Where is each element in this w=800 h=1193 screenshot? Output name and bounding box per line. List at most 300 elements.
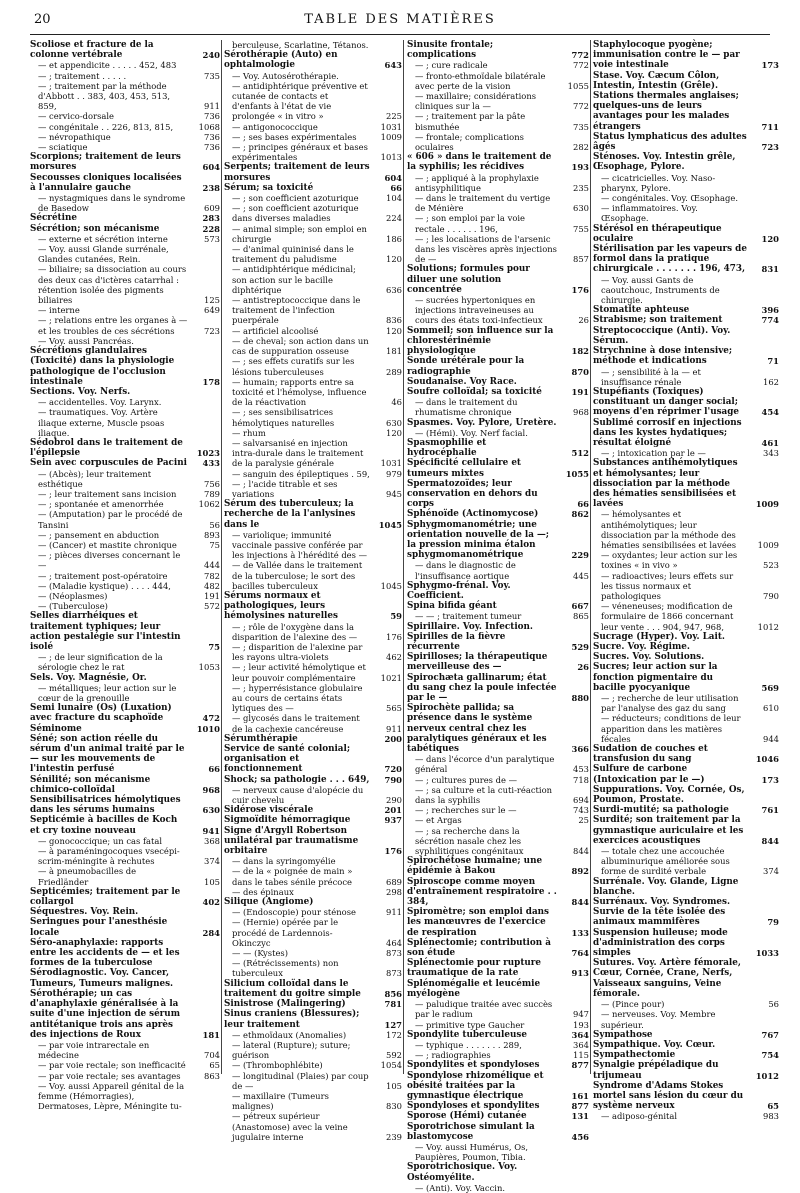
index-entry-page: 229 [571,550,589,561]
index-entry [30,1060,220,1070]
index-entry-page: 182 [571,346,589,357]
index-entry [407,632,589,652]
index-entry-term: — (Cancer) et mastite chronique [38,539,177,550]
index-entry-page: 56 [209,519,220,530]
index-entry-term: Sinistrose (Malingering) [224,999,346,1010]
index-entry-term: — oxydantes; leur action sur les toxines « in vivo » [601,550,738,571]
index-entry [224,887,402,897]
index-entry-term: — nerveuses. Voy. Membre supérieur. [601,1009,716,1030]
index-entry-page: 239 [386,1131,402,1142]
index-entry-term: Sporotrichosique. Voy. Ostéomyélite. [407,1162,518,1183]
index-entry [30,122,220,132]
index-entry [224,734,402,744]
index-entry-term: Spirilles de la fièvre récurrente [407,631,506,652]
index-entry [224,122,402,132]
index-entry-page: 877 [571,1101,589,1112]
index-entry-page: 870 [571,366,589,377]
index-entry-page: 1009 [755,499,779,510]
index-entry-term: — totale chez une accouchée albuminurique améliorée sous forme de surdité verbale [601,846,730,877]
index-entry-term: — inflammatoires. Voy. Œsophage. [601,203,698,224]
index-entry-term: Sporotrichose simulant la blastomycose [407,1121,535,1142]
index-entry-page: 65 [767,1101,779,1112]
index-entry-page: 1055 [565,468,589,479]
index-entry [30,846,220,866]
index-entry-term: — antistreptococcique dans le traitement de l'infection puerpérale [232,295,361,326]
index-entry-page: 343 [763,448,779,459]
index-entry-page: 718 [573,774,589,785]
index-entry-term: — antidiphtérique préventive et cutanée de contacts et d'enfants à l'état de vie prolongée « in vitro » [232,80,368,122]
index-entry-page: 764 [571,948,589,959]
index-entry [593,877,779,897]
index-entry [407,152,589,172]
index-entry-page: 79 [767,917,779,928]
index-entry-term: — ; de leur signification de la sérologie chez le rat [38,652,163,673]
index-entry [593,550,779,570]
page-title: TABLE DES MATIÈRES [304,12,496,27]
index-entry [224,71,402,81]
index-entry-term: Splénectomie pour rupture traumatique de la rate [407,958,542,979]
index-entry-page: 754 [761,1050,779,1061]
index-entry [407,703,589,754]
index-entry-term: Silique (Angiome) [224,897,314,908]
index-entry-page: 844 [571,897,589,908]
index-entry [30,336,220,346]
index-entry [224,560,402,591]
index-entry [30,550,220,570]
index-entry [593,91,779,132]
index-entry [593,458,779,509]
index-entry-term: « 606 » dans le traitement de la syphilis; les récidives [407,152,552,173]
index-entry-term: — de cheval; son action dans un cas de suppuration osseuse [232,335,369,357]
index-entry [407,1050,589,1060]
index-entry-term: — sucrées hypertoniques en injections intraveineuses au cours des états toxi-infectieux [415,295,543,326]
index-entry [30,40,220,60]
index-entry-term: — dans le traitement du vertige de Ménière [415,193,551,214]
index-entry-page: 569 [761,682,779,693]
index-entry-page: 453 [573,764,589,775]
index-entry-term: Semi lunaire (Os) (Luxation) avec fracture du scaphoïde [30,703,172,724]
index-entry [224,907,402,917]
index-entry [224,1040,402,1060]
index-entry-page: 366 [571,744,589,755]
index-entry-page: 592 [386,1050,402,1061]
index-entry [407,601,589,611]
index-entry-page: 290 [386,795,402,806]
index-entry-term: Sphénoïde (Actinomycose) [407,509,539,520]
index-entry [30,438,220,458]
index-entry [407,652,589,672]
index-entry [593,662,779,693]
index-entry-term: — congénitale . . 226, 813, 815, [38,121,174,132]
index-entry-page: 761 [761,805,779,816]
column-divider [403,40,404,1074]
index-entry-term: — Voy. aussi Pancréas. [38,335,134,346]
index-entry-page: 968 [573,407,589,418]
index-entry-term: Seringues pour l'anesthésie locale [30,917,168,938]
index-entry-page: 1053 [198,662,220,673]
index-entry [30,132,220,142]
index-entry-term: — (Abcès); leur traitement esthétique [38,468,152,489]
index-entry-term: Sudation de couches et transfusion du sang [593,744,708,765]
index-entry-page: 120 [386,254,402,265]
index-entry-page: 893 [204,529,220,540]
index-entry [593,1060,779,1080]
index-entry [593,224,779,244]
index-entry [407,785,589,805]
index-entry [593,1050,779,1060]
index-entry-term: Sécrétine [30,213,77,224]
index-entry-page: 105 [204,876,220,887]
index-entry-term: — ; rôle de l'oxygène dans la disparition de l'alexine des — [232,621,358,642]
index-entry [224,326,402,336]
index-entry-page: 689 [386,876,402,887]
index-entry-term: — cervico-dorsale [38,111,114,122]
index-entry [224,713,402,733]
index-entry-page: 240 [202,50,220,61]
index-entry-page: 756 [204,478,220,489]
index-entry [593,326,779,346]
index-entry-page: 968 [202,784,220,795]
index-entry [407,1020,589,1030]
index-entry-page: 723 [204,325,220,336]
index-entry-page: 643 [384,60,402,71]
index-entry [593,244,779,275]
index-entry-term: Soufre colloïdal; sa toxicité [407,386,542,397]
index-column-1 [30,40,220,1112]
index-entry-term: — rhum [232,427,266,438]
index-entry [407,1183,589,1193]
index-entry [407,173,589,193]
index-entry-page: 630 [573,203,589,214]
index-entry [30,499,220,509]
index-entry-page: 173 [761,60,779,71]
index-entry-term: — nystagmiques dans le syndrome de Basedow [38,193,186,214]
index-entry-page: 892 [571,866,589,877]
index-entry-page: 772 [573,60,589,71]
index-entry [30,111,220,121]
index-entry-term: — ; pièces diverses concernant le — [38,550,181,571]
index-entry-term: — ; hyperrésistance globulaire au cours de certains états lytiques des — [232,682,363,714]
index-entry-page: 120 [761,233,779,244]
index-entry [407,1060,589,1070]
index-entry [224,591,402,622]
index-entry [224,1111,402,1142]
index-entry-term: — et Argas [415,815,462,826]
index-entry-term: Sublimé corrosif en injections dans les kystes hydatiques; résultat éloigné [593,417,742,448]
index-entry-page: 736 [204,111,220,122]
index-entry [224,530,402,561]
index-entry [224,805,402,815]
index-entry [593,193,779,203]
index-entry-term: — sciatique [38,142,88,153]
index-entry [593,132,779,152]
index-entry-page: 176 [386,631,402,642]
index-entry-page: 1062 [198,499,220,510]
index-entry-page: 944 [763,733,779,744]
index-entry [407,938,589,958]
index-entry [593,815,779,846]
index-entry-term: — radioactives; leurs effets sur les tissus normaux et pathologiques [601,570,734,601]
index-entry-term: Spermatozoïdes; leur conservation en dehors du corps [407,478,538,510]
index-entry-term: — (Hémi). Voy. Nerf facial. [415,427,528,438]
index-entry-page: 781 [384,999,402,1010]
index-entry-term: — ; son coefficient azoturique dans diverses maladies [232,203,359,224]
index-entry-term: Sérodiagnostic. Voy. Cancer, Tumeurs, Tumeurs malignes. [30,968,174,989]
index-entry [30,836,220,846]
index-entry-page: 374 [763,866,779,877]
index-entry [407,71,589,91]
index-entry-page: 945 [386,488,402,499]
index-entry [407,438,589,458]
index-entry-page: 667 [571,601,589,612]
index-entry-page: 181 [202,1029,220,1040]
index-entry-term: — Voy. aussi Gants de caoutchouc, Instruments de chirurgie. [601,274,720,306]
index-entry [593,928,779,959]
index-entry [593,632,779,642]
index-entry-page: 856 [384,988,402,999]
index-entry [593,346,779,366]
index-entry-page: 911 [386,907,402,918]
index-entry-term: Sonde urétérale pour la radiographie [407,356,525,377]
index-entry [407,1030,589,1040]
index-entry-term: Sécrétion; son mécanisme [30,223,160,234]
index-entry [593,203,779,223]
index-entry [593,999,779,1009]
index-entry-page: 402 [202,897,220,908]
index-entry-term: — ; traitement par la pâte bismuthée [415,111,526,132]
index-entry [593,367,779,387]
index-entry-page: 755 [573,223,589,234]
index-entry [224,336,402,356]
index-entry-page: 911 [204,101,220,112]
index-column-2 [224,40,402,1142]
index-entry-page: 711 [761,121,779,132]
index-entry-term: Septicémie à bacilles de Koch et cry toxine nouveau [30,815,178,836]
index-entry-page: 454 [761,407,779,418]
index-entry-term: — ; sa recherche dans la sécrétion nasale chez les syphilitiques congénitaux [415,825,524,857]
index-entry-term: — ; son emploi par la voie rectale . . . . . . 196, [415,213,525,234]
index-entry-page: 789 [204,488,220,499]
index-entry-page: 1023 [196,448,220,459]
index-entry [30,244,220,264]
index-entry-term: Spondyloses et spondylites [407,1101,540,1112]
index-entry-term: Sucre. Voy. Régime. [593,641,690,652]
index-entry-page: 133 [571,927,589,938]
index-entry [224,193,402,203]
index-entry-page: 224 [386,213,402,224]
index-entry-page: 830 [386,1101,402,1112]
index-entry [407,418,589,428]
index-entry-term: Sutures. Voy. Artère fémorale, Cœur, Cornée, Crane, Nerfs, Vaisseaux sanguins, Veine fémorale. [593,958,741,999]
index-entry-term: Surrénale. Voy. Glande, Ligne blanche. [593,876,739,897]
index-entry-term: Sérums normaux et pathologiques, leurs hémolysines naturelles [224,590,338,622]
index-entry-term: — ; pansement en abduction [38,529,160,540]
index-entry-term: — cicatricielles. Voy. Naso-pharynx, Pylore. [601,172,716,193]
index-entry [593,642,779,652]
index-entry [407,611,589,621]
index-entry [224,775,402,785]
index-entry-term: Status lymphaticus des adultes âgés [593,131,747,153]
index-entry [593,805,779,815]
index-entry [224,479,402,499]
index-entry-term: Sérumthérapie [224,733,298,744]
index-entry-page: 911 [386,723,402,734]
index-entry-term: — véneneuses; modification de formulaire de 1866 concernant leur vente . . . 904, 947, 968, [601,601,734,632]
index-entry [30,907,220,917]
index-entry-page: 862 [571,509,589,520]
index-entry-term: Spécificité cellulaire et tumeurs mixtes [407,458,521,479]
index-entry-term: — ; ses bases expérimentales [232,131,357,142]
index-entry [30,81,220,112]
index-entry-page: 173 [761,774,779,785]
index-entry-page: 523 [763,560,779,571]
index-entry-term: — par voie intrarectale en médecine [38,1039,150,1061]
index-entry-page: 120 [386,325,402,336]
index-entry [407,326,589,357]
index-entry-term: Spondylite tuberculeuse [407,1029,527,1040]
index-entry-term: — congénitales. Voy. Œsophage. [601,193,739,204]
index-entry [224,744,402,775]
index-entry-page: 1054 [380,1060,402,1071]
index-entry-term: — frontale; complications oculaires [415,131,524,153]
index-entry [593,1030,779,1040]
index-entry [30,815,220,835]
index-entry-page: 228 [202,223,220,234]
index-entry-term: — par voie rectale; ses avantages [38,1070,181,1081]
index-entry-page: 790 [763,590,779,601]
index-entry-term: — Voy. aussi Humérus, Os, Paupières, Poumon, Tibia. [415,1141,529,1163]
index-entry [407,111,589,131]
index-entry [593,315,779,325]
index-entry-page: 857 [573,254,589,265]
index-entry-term: Stase. Voy. Cæcum Côlon, Intestin, Intestin (Grêle). [593,70,720,91]
index-entry-page: 66 [577,499,589,510]
index-entry-page: 364 [571,1029,589,1040]
index-entry [30,652,220,672]
index-entry-term: Surdité; son traitement par la gymnastique auriculaire et les exercices acoustiques [593,815,744,846]
index-entry [407,622,589,632]
index-entry [224,1091,402,1111]
index-entry-term: — primitive type Gaucher [415,1019,525,1030]
index-entry-term: — ; leur traitement sans incision [38,488,177,499]
index-entry-term: — de Vallée dans le traitement de la tuberculose; le sort des bacilles tuberculeux [232,560,363,591]
index-entry-page: 1012 [757,621,779,632]
index-entry-page: 636 [386,284,402,295]
index-entry [30,673,220,683]
index-entry [30,469,220,489]
index-entry-term: Strabisme; son traitement [593,315,723,326]
index-entry-page: 865 [573,611,589,622]
header-rule [30,34,770,35]
index-entry-term: Séro-anaphylaxie: rapports entre les accidents de — et les formes de la tuberculose [30,937,180,969]
index-entry-term: — ; disparition de l'alexine par les rayons ultra-violets [232,641,363,663]
index-entry [407,193,589,213]
index-entry-term: — ; l'acide titrable et ses variations [232,478,338,499]
index-entry-term: Streptococcique (Anti). Voy. Sérum. [593,325,731,346]
index-entry-page: 25 [578,815,589,826]
index-entry-page: 723 [761,142,779,153]
index-entry-page: 298 [386,886,402,897]
index-entry-page: 573 [204,233,220,244]
index-entry-term: — (Néoplasmes) [38,590,108,601]
index-entry-page: 877 [571,1060,589,1071]
index-entry [407,856,589,876]
index-entry-term: — antidiphtérique médicinal; son action sur le bacille diphtérique [232,264,356,295]
index-entry-page: 115 [573,1050,589,1061]
index-entry-term: — maxillaire (Tumeurs malignes) [232,1090,329,1112]
index-entry [224,856,402,866]
index-entry [407,877,589,908]
index-entry [30,152,220,172]
index-entry-page: 396 [761,305,779,316]
index-entry-term: — pétreux supérieur (Anastomose) avec la veine jugulaire interne [232,1111,348,1142]
index-entry-term: Séquestres. Voy. Rein. [30,907,139,918]
index-entry-term: Solutions; formules pour diluer une solution concentrée [407,264,530,295]
column-divider [221,40,222,1074]
index-entry-page: 127 [384,1019,402,1030]
index-entry-term: Suppurations. Voy. Cornée, Os, Poumon, Prostate. [593,784,745,806]
index-entry-page: 630 [386,417,402,428]
index-entry-page: 238 [202,182,220,193]
index-entry [30,887,220,907]
index-entry-page: 71 [767,356,779,367]
index-entry [224,958,402,978]
index-entry-page: 66 [208,764,220,775]
index-entry-page: 75 [208,641,220,652]
index-entry-page: 65 [209,1060,220,1071]
index-entry [224,815,402,825]
index-entry [593,305,779,315]
index-entry-term: Spirillaire. Voy. Infection. [407,621,533,632]
index-entry-page: 1009 [757,539,779,550]
index-entry [30,795,220,815]
index-entry-page: 1068 [198,121,220,132]
index-entry [30,989,220,1040]
index-entry [407,673,589,704]
index-entry [407,40,589,60]
index-entry-page: 1031 [380,121,402,132]
index-entry [30,142,220,152]
index-entry-term: — Voy. aussi Appareil génital de la femme (Hémorragies), Dermatoses, Lèpre, Méningite tu- [38,1080,185,1112]
index-entry-page: 161 [571,1090,589,1101]
index-entry-page: 191 [204,590,220,601]
index-entry-term: Stomatite aphteuse [593,305,690,316]
index-entry-term: — réducteurs; conditions de leur apparition dans les matières fécales [601,713,741,744]
index-entry-term: — (Hernie) opérée par le procédé de Lardennois-Okinczyc [232,917,339,948]
index-entry-term: — hémolysantes et antihémolytiques; leur dissociation par la méthode des hématies sensibilisées et lavées [601,509,737,550]
index-entry-term: Spiromètre; son emploi dans les manœuvres de l'exercice de respiration [407,907,550,938]
index-entry [224,469,402,479]
index-entry [30,601,220,611]
index-entry-page: 289 [386,366,402,377]
index-entry [30,60,220,70]
index-entry-term: Séminome [30,723,82,734]
index-entry-term: — ; relations entre les organes à — et les troubles de ces sécrétions [38,315,188,336]
index-entry [407,397,589,417]
index-entry-term: Spasmophilie et hydrocéphalie [407,437,487,459]
index-entry-page: 610 [763,703,779,714]
index-entry-page: 191 [571,386,589,397]
index-entry-term: — ; leur activité hémolytique et leur pouvoir complémentaire [232,662,366,683]
index-entry [407,264,589,295]
index-entry [30,724,220,734]
index-entry-term: Substances antihémolytiques et hémolysantes; leur dissociation par la méthode des hématies sensibilisées et lavées [593,458,738,510]
index-entry [30,775,220,795]
index-entry-term: Syndrome d'Adams Stokes mortel sans lésion du cœur du système nerveux [593,1080,744,1112]
index-entry-page: 630 [202,805,220,816]
index-entry [30,489,220,499]
index-entry-page: 464 [386,937,402,948]
